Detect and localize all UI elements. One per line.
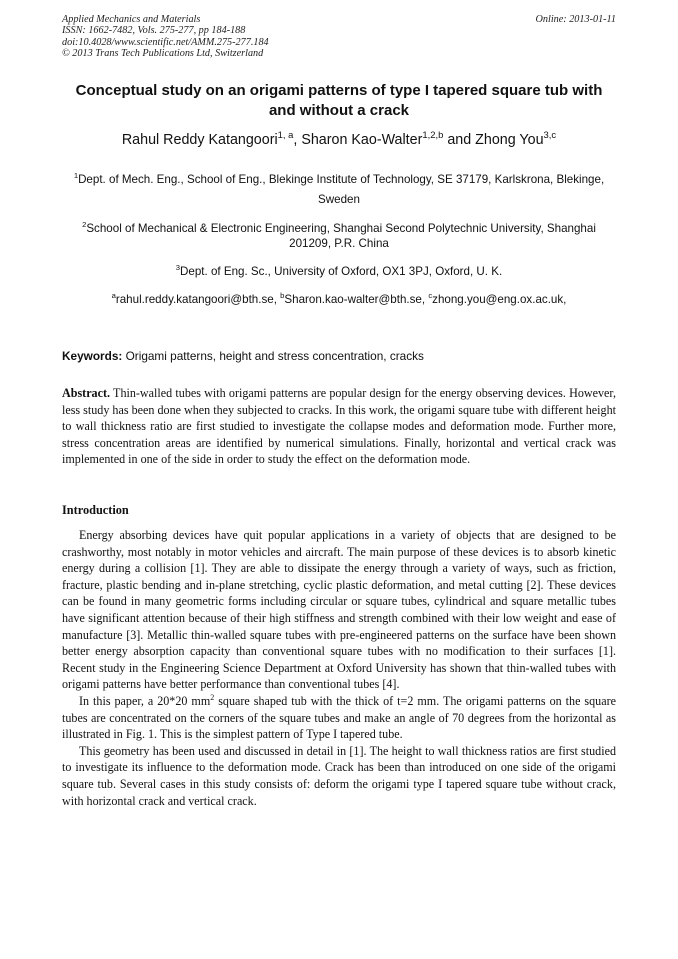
author-separator: , xyxy=(293,132,302,148)
author-name: Zhong You xyxy=(475,132,544,148)
abstract-text: Thin-walled tubes with origami patterns are popular design for the energy observing devices. However, less study has been done when they subjected to cracks. In this work, the origami square tube with different height to wall thickness ratio are first studied to investigate the collapse modes and deformation mode. Further more, stress concentration areas are identified by numerical simulations. Finally, horizontal and vertical crack was implemented in one of the side in order to study the effect on the deformation mode. xyxy=(62,386,616,467)
superscript: 2 xyxy=(210,692,215,702)
author-name: Sharon Kao-Walter xyxy=(301,132,423,148)
affiliation-marker: 3 xyxy=(175,263,181,273)
affiliation-2 xyxy=(62,221,616,251)
copyright-line: © 2013 Trans Tech Publications Ltd, Switzerland xyxy=(62,48,264,60)
issn-line: ISSN: 1662-7482, Vols. 275-277, pp 184-188 xyxy=(62,25,246,37)
email-marker: b xyxy=(280,291,285,301)
author-name: Rahul Reddy Katangoori xyxy=(121,132,278,148)
abstract xyxy=(62,385,616,468)
affiliation-marker: 1 xyxy=(73,171,79,181)
online-date: Online: 2013-01-11 xyxy=(535,14,616,25)
section-heading-introduction: Introduction xyxy=(62,503,129,517)
abstract-label: Abstract. xyxy=(62,386,111,400)
email-marker: a xyxy=(111,291,116,301)
affiliation-3 xyxy=(62,262,616,282)
email-text: Sharon.kao-walter@bth.se, xyxy=(284,293,429,306)
doi-line: doi:10.4028/www.scientific.net/AMM.275-277.184 xyxy=(62,36,269,48)
journal-header xyxy=(62,14,616,60)
paragraph xyxy=(62,693,616,743)
affiliation-marker: 2 xyxy=(82,220,87,230)
email-marker: c xyxy=(428,291,433,301)
paper-title: Conceptual study on an origami patterns of type I tapered square tub with and without a crack xyxy=(75,82,603,119)
keywords-text: Origami patterns, height and stress concentration, cracks xyxy=(122,349,424,363)
paragraph: This geometry has been used and discussed in detail in [1]. The height to wall thickness ratios are first studied to investigate its influence to the deformation mode. Crack has been than introduced on one side of the origami square tub. Several cases in this study consists of: deform the origami type I tapered square tube without crack, with horizontal crack and vertical crack. xyxy=(62,743,616,808)
paragraph-text: In this paper, a 20*20 mm xyxy=(79,693,211,708)
affiliation-text: Dept. of Eng. Sc., University of Oxford, OX1 3PJ, Oxford, U. K. xyxy=(180,265,503,278)
author-affil-marker: 1, a xyxy=(277,129,294,141)
keywords xyxy=(62,348,616,364)
author-separator: and xyxy=(443,132,476,148)
paragraph-text: square shaped tub with the thick of t=2 mm. The origami patterns on the square tubes are concentrated on the corners of the square tubes and make an angle of 70 degrees from the horizontal as illustrated in Fig. 1. This is the simplest pattern of Type I tapered tube. xyxy=(62,693,616,742)
email-list xyxy=(62,290,616,310)
author-list xyxy=(62,130,616,150)
email-text: zhong.you@eng.ox.ac.uk, xyxy=(432,293,567,306)
author-affil-marker: 3,c xyxy=(543,129,557,141)
affiliation-1 xyxy=(62,170,616,210)
affiliation-text: Dept. of Mech. Eng., School of Eng., Blekinge Institute of Technology, SE 37179, Karlskrona, Blekinge, Sweden xyxy=(78,173,605,206)
affiliation-text: School of Mechanical & Electronic Engineering, Shanghai Second Polytechnic University, Shanghai 201209, P.R. China xyxy=(86,222,596,250)
introduction-body xyxy=(62,527,616,809)
email-text: rahul.reddy.katangoori@bth.se, xyxy=(115,293,281,306)
author-affil-marker: 1,2,b xyxy=(422,129,444,141)
keywords-label: Keywords: xyxy=(62,349,123,363)
paragraph: Energy absorbing devices have quit popular applications in a variety of objects that are designed to be crashworthy, most notably in motor vehicles and aircraft. The main purpose of these devices is to absorb kinetic energy during a collision [1]. They are able to dissipate the energy through a variety of ways, such as friction, fracture, plastic bending and in-plane stretching, cyclic plastic deformation, and metal cutting [2]. These devices can be found in many geometric forms including circular or square tubes, cylindrical and square metallic tubes have significant attention because of their high stiffness and strength combined with their low weight and ease of manufacture [3]. Metallic thin-walled square tubes with pre-engineered patterns on the surface have been shown better energy absorption capacity than conventional square tubes with no modification to their surfaces [1]. Recent study in the Engineering Science Department at Oxford University has shown that thin-walled tubes with origami patterns have better performance than conventional tubes [4]. xyxy=(62,528,616,692)
journal-name: Applied Mechanics and Materials xyxy=(62,14,201,25)
